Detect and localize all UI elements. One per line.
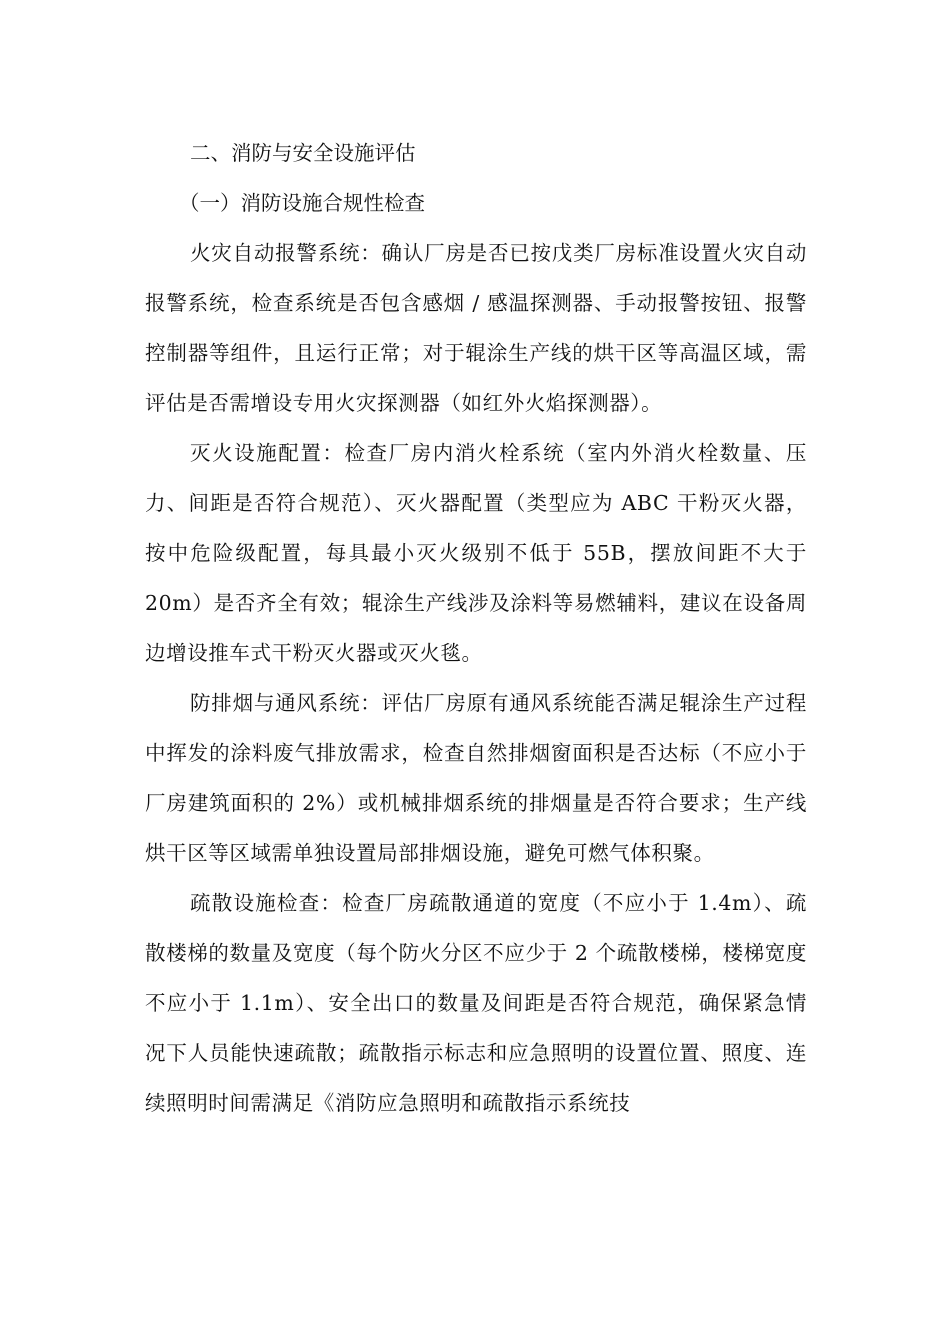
section-heading: 二、消防与安全设施评估 [190,141,416,165]
paragraph-evacuation-facilities: 疏散设施检查：检查厂房疏散通道的宽度（不应小于 1.4m）、疏散楼梯的数量及宽度（每个防火分区不应少于 2 个疏散楼梯，楼梯宽度不应小于 1.1m）、安全出口的数量及间距是否符合规范，确保紧急情况下人员能快速疏散；疏散指示标志和应急照明的设置位置、照度、连续照明时间需满足《消防应急照明和疏散指示系统技 [145,891,807,1115]
paragraph-smoke-exhaust-ventilation: 防排烟与通风系统：评估厂房原有通风系统能否满足辊涂生产过程中挥发的涂料废气排放需求，检查自然排烟窗面积是否达标（不应小于厂房建筑面积的 2%）或机械排烟系统的排烟量是否符合要求；生产线烘干区等区域需单独设置局部排烟设施，避免可燃气体积聚。 [145,691,807,865]
paragraph-extinguishing-facilities: 灭火设施配置：检查厂房内消火栓系统（室内外消火栓数量、压力、间距是否符合规范）、灭火器配置（类型应为 ABC 干粉灭火器，按中危险级配置，每具最小灭火级别不低于 55B，摆放间距不大于 20m）是否齐全有效；辊涂生产线涉及涂料等易燃辅料，建议在设备周边增设推车式干粉灭火器或灭火毯。 [145,441,807,665]
document-body [145,128,807,1128]
paragraph-fire-alarm-system: 火灾自动报警系统：确认厂房是否已按戊类厂房标准设置火灾自动报警系统，检查系统是否包含感烟 / 感温探测器、手动报警按钮、报警控制器等组件，且运行正常；对于辊涂生产线的烘干区等高温区域，需评估是否需增设专用火灾探测器（如红外火焰探测器）。 [145,241,807,415]
subsection-heading: （一）消防设施合规性检查 [179,191,425,215]
